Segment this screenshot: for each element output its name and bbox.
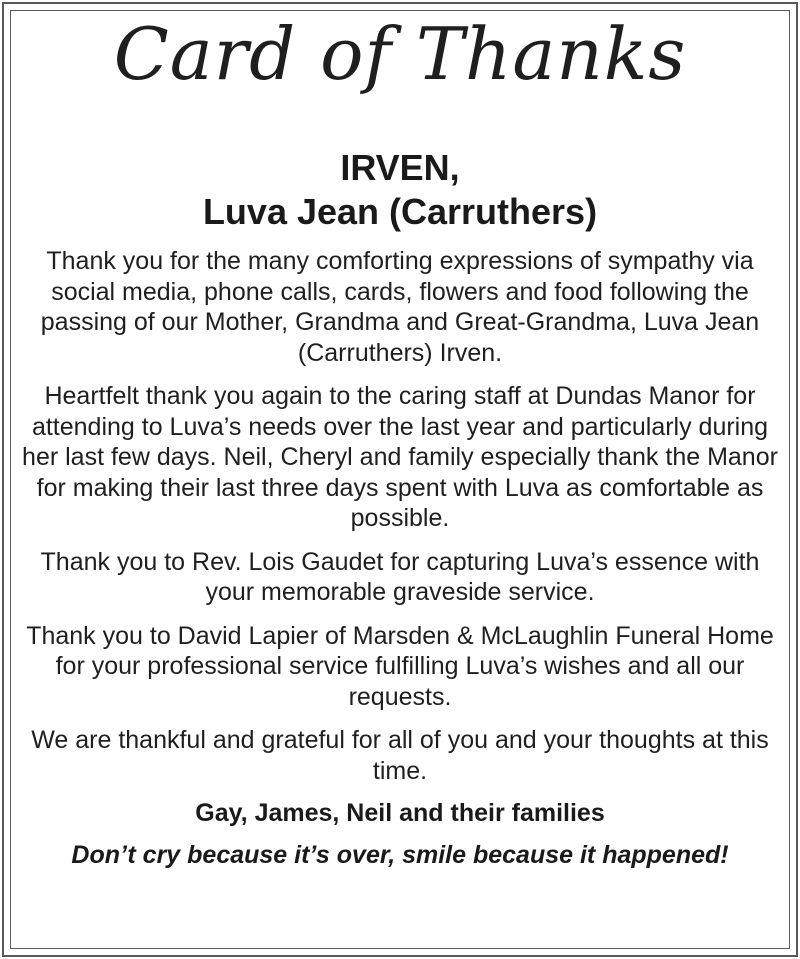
deceased-name [14, 146, 786, 234]
paragraph-sympathy: Thank you for the many comforting expressions of sympathy via social media, phone calls, cards, flowers and food following the passing of our Mother, Grandma and Great-Grandma, Luva Jean (Carruthers) Irven. [40, 247, 760, 367]
paragraph-gratitude: We are thankful and grateful for all of you and your thoughts at this time. [31, 726, 769, 785]
family-signature: Gay, James, Neil and their families [195, 799, 605, 827]
deceased-given-name: Luva Jean (Carruthers) [202, 191, 598, 232]
deceased-surname: IRVEN, [340, 147, 460, 188]
paragraph-funeral-home: Thank you to David Lapier of Marsden & McLaughlin Funeral Home for your professional service fulfilling Luva’s wishes and all our requests. [26, 621, 774, 711]
card-of-thanks-notice [14, 12, 786, 870]
notice-heading: Card of Thanks [113, 12, 687, 96]
paragraph-reverend: Thank you to Rev. Lois Gaudet for capturing Luva’s essence with your memorable graveside service. [40, 547, 760, 606]
closing-quote: Don’t cry because it’s over, smile because it happened! [71, 841, 729, 869]
paragraph-manor-staff: Heartfelt thank you again to the caring staff at Dundas Manor for attending to Luva’s needs over the last year and particularly during her last few days. Neil, Cheryl and family especially thank the Manor for making their last three days spent with Luva as comfortable as possible. [22, 382, 778, 532]
